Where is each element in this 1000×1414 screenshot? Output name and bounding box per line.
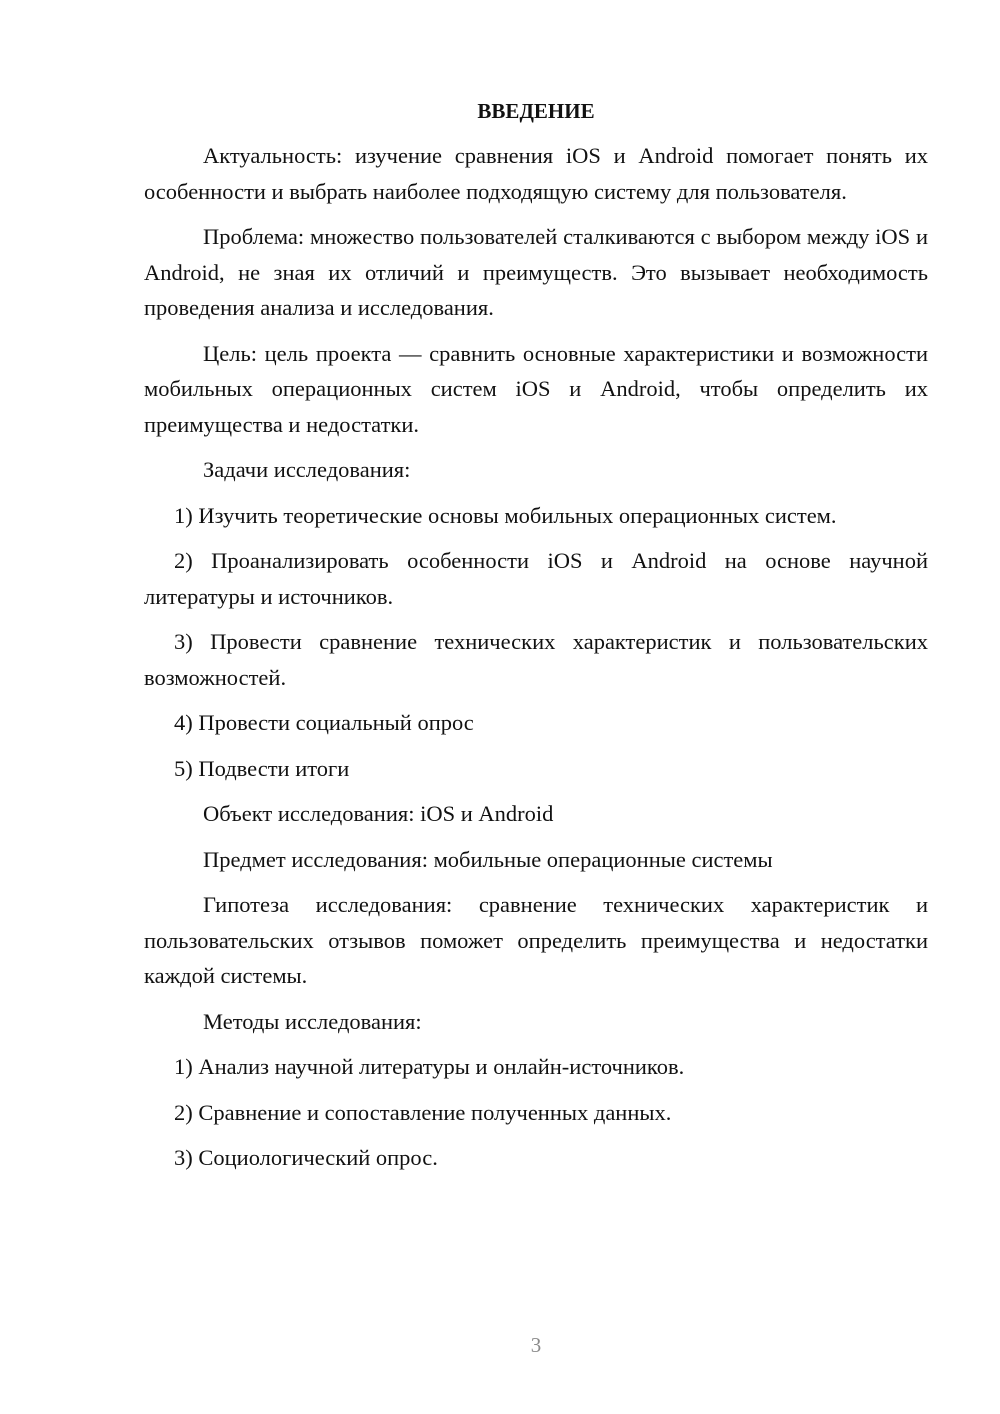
page-number: 3 [530, 1333, 542, 1357]
goal-paragraph: Цель: цель проекта — сравнить основные характеристики и возможности мобильных операционных систем iOS и Android, чтобы определить их преимущества и недостатки. [144, 340, 928, 437]
task-item-2: 2) Проанализировать особенности iOS и Android на основе научной литературы и источников. [144, 548, 928, 609]
task-item-1: 1) Изучить теоретические основы мобильных операционных систем. [174, 502, 837, 528]
hypothesis-paragraph: Гипотеза исследования: сравнение технических характеристик и пользовательских отзывов поможет определить преимущества и недостатки каждой системы. [144, 892, 928, 988]
method-item-2: 2) Сравнение и сопоставление полученных данных. [174, 1099, 672, 1125]
task-item-3: 3) Провести сравнение технических характеристик и пользовательских возможностей. [144, 629, 928, 690]
task-item-4: 4) Провести социальный опрос [174, 710, 474, 735]
object-paragraph: Объект исследования: iOS и Android [203, 801, 554, 826]
page-content [144, 94, 928, 1186]
task-item-5: 5) Подвести итоги [174, 755, 350, 781]
problem-paragraph: Проблема: множество пользователей сталкиваются с выбором между iOS и Android, не зная их отличий и преимуществ. Это вызывает необходимость проведения анализа и исследования. [144, 224, 928, 320]
section-title: ВВЕДЕНИЕ [477, 99, 595, 123]
methods-heading: Методы исследования: [203, 1008, 422, 1034]
method-item-3: 3) Социологический опрос. [174, 1145, 438, 1170]
relevance-paragraph: Актуальность: изучение сравнения iOS и Android помогает понять их особенности и выбрать наиболее подходящую систему для пользователя. [144, 143, 928, 204]
method-item-1: 1) Анализ научной литературы и онлайн-источников. [174, 1054, 685, 1079]
tasks-heading: Задачи исследования: [203, 457, 411, 482]
subject-paragraph: Предмет исследования: мобильные операционные системы [203, 846, 773, 872]
